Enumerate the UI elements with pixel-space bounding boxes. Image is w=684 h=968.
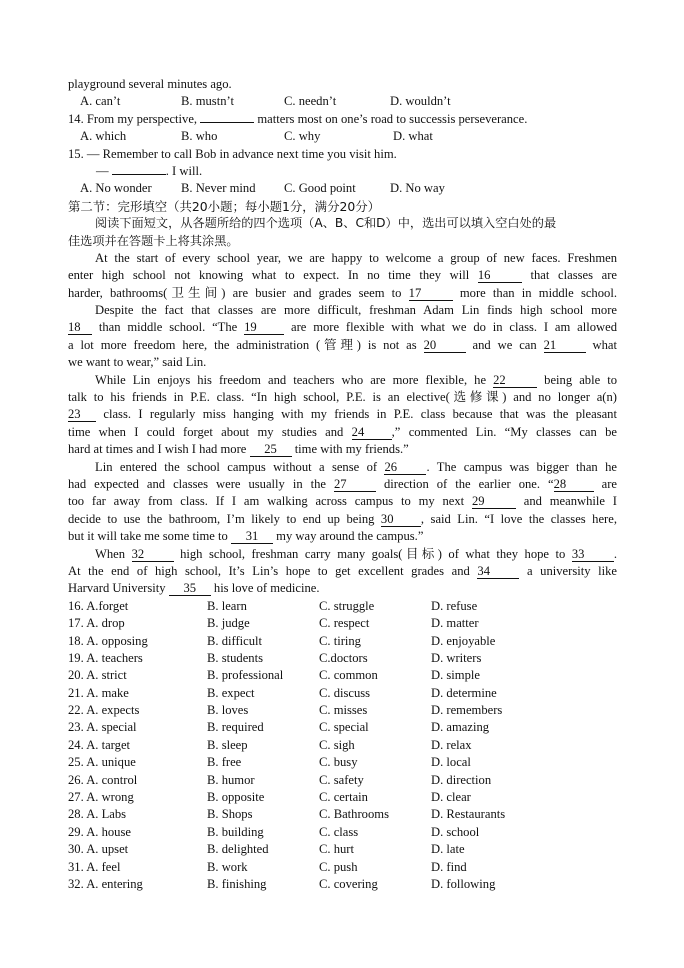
blank-29: 29 <box>472 494 516 509</box>
answer-option-a: 21. A. make <box>68 685 129 700</box>
answer-option-c: C. misses <box>319 703 368 718</box>
answer-row <box>68 633 617 650</box>
q14-option-b: B. who <box>181 129 218 144</box>
blank-33: 33 <box>572 547 614 562</box>
q14-option-d: D. what <box>393 129 433 144</box>
answer-option-a: 30. A. upset <box>68 842 129 857</box>
answer-option-a: 26. A. control <box>68 772 138 787</box>
blank-35: 35 <box>169 581 211 596</box>
blank-22: 22 <box>493 373 537 388</box>
answer-option-b: B. Shops <box>207 807 253 822</box>
answer-option-b: B. building <box>207 824 264 839</box>
blank-26: 26 <box>384 460 426 475</box>
answer-option-b: B. judge <box>207 616 250 631</box>
answer-option-d: D. relax <box>431 737 472 752</box>
answer-option-c: C. certain <box>319 790 368 805</box>
answer-row <box>68 737 617 754</box>
answer-option-b: B. delighted <box>207 842 269 857</box>
answer-row <box>68 824 617 841</box>
q15-option-a: A. No wonder <box>80 181 152 196</box>
blank-21: 21 <box>544 338 586 353</box>
answer-option-d: D. writers <box>431 650 482 665</box>
blank-24: 24 <box>352 425 392 440</box>
q14-option-c: C. why <box>284 129 321 144</box>
answer-row <box>68 598 617 615</box>
answer-option-b: B. expect <box>207 685 255 700</box>
q13-option-c: C. needn’t <box>284 94 337 109</box>
answer-option-d: D. school <box>431 824 480 839</box>
blank-25: 25 <box>250 442 292 457</box>
answer-row <box>68 876 617 893</box>
passage-paragraph-5: When 32 high school, freshman carry many goals(目标) of what they hope to 33 . At the end of high school, It’s Lin’s hope to get excellent grades and 34 a university like Harvard University 35 his love of medicine. <box>68 546 617 596</box>
answer-option-a: 17. A. drop <box>68 616 125 631</box>
answer-option-b: B. opposite <box>207 790 265 805</box>
answer-option-a: 32. A. entering <box>68 876 143 891</box>
answer-option-b: B. required <box>207 720 264 735</box>
passage-paragraph-2: Despite the fact that classes are more difficult, freshman Adam Lin finds high school more 18 than middle school. “The 19 are more flexible with what we do in class. I am allowed a lot more freedom here, the administration (管理) is not as 20 and we can 21 what we want to wear,” said Lin. <box>68 303 618 370</box>
answer-option-c: C. covering <box>319 876 378 891</box>
answer-row <box>68 650 617 667</box>
answer-option-d: D. find <box>431 859 467 874</box>
q13-stem-tail: playground several minutes ago. <box>68 77 232 91</box>
answer-row <box>68 859 617 876</box>
blank-17: 17 <box>409 286 453 301</box>
answer-option-d: D. clear <box>431 790 471 805</box>
section2-instruction-1: 阅读下面短文，从各题所给的四个选项（A、B、C和D）中，选出可以填入空白处的最 <box>95 216 557 231</box>
q15-blank <box>112 174 166 175</box>
answer-row <box>68 667 617 684</box>
answer-option-a: 18. A. opposing <box>68 633 148 648</box>
passage-paragraph-3: While Lin enjoys his freedom and teachers who are more flexible, he 22 being able to talk to his friends in P.E. class. “In high school, P.E. is an elective(选修课) and no longer a(n) 23 class. I regularly miss hanging with my friends in P.E. class because that was the pleasant time when I could forget about my studies and 24 ,” commented Lin. “My classes can be hard at times and I wish I had more 25 time with my friends.” <box>68 372 618 457</box>
blank-30: 30 <box>381 512 421 527</box>
answer-option-b: B. sleep <box>207 737 248 752</box>
blank-28: 28 <box>554 477 594 492</box>
blank-23: 23 <box>68 407 96 422</box>
blank-18: 18 <box>68 320 92 335</box>
answer-option-c: C. hurt <box>319 842 354 857</box>
answer-option-a: 24. A. target <box>68 737 131 752</box>
q15-option-b: B. Never mind <box>181 181 256 196</box>
answer-option-d: D. determine <box>431 685 497 700</box>
answer-option-a: 22. A. expects <box>68 703 140 718</box>
answer-option-c: C. discuss <box>319 685 371 700</box>
answer-option-a: 16. A.forget <box>68 598 129 613</box>
answer-option-a: 28. A. Labs <box>68 807 127 822</box>
answer-option-b: B. humor <box>207 772 255 787</box>
blank-27: 27 <box>334 477 376 492</box>
answer-option-c: C. struggle <box>319 598 375 613</box>
answer-option-d: D. enjoyable <box>431 633 496 648</box>
answer-option-b: B. students <box>207 650 263 665</box>
q15-reply: — . I will. <box>96 163 203 178</box>
q13-option-d: D. wouldn’t <box>390 94 451 109</box>
q13-option-b: B. mustn’t <box>181 94 234 109</box>
answer-option-c: C. tiring <box>319 633 361 648</box>
answer-option-c: C. class <box>319 824 359 839</box>
answer-option-c: C.doctors <box>319 650 368 665</box>
answer-row <box>68 685 617 702</box>
answer-option-a: 20. A. strict <box>68 668 127 683</box>
blank-31: 31 <box>231 529 273 544</box>
answer-option-b: B. loves <box>207 703 249 718</box>
answer-option-d: D. remembers <box>431 703 503 718</box>
answer-option-d: D. Restaurants <box>431 807 506 822</box>
answer-option-a: 25. A. unique <box>68 755 136 770</box>
blank-32: 32 <box>132 547 174 562</box>
blank-34: 34 <box>477 564 519 579</box>
answer-option-c: C. Bathrooms <box>319 807 389 822</box>
answer-option-d: D. refuse <box>431 598 478 613</box>
blank-16: 16 <box>478 268 522 283</box>
q13-options <box>68 93 617 110</box>
q15-options <box>68 180 617 197</box>
answer-row <box>68 719 617 736</box>
section2-instruction-2: 佳选项并在答题卡上将其涂黑。 <box>68 233 239 248</box>
answer-options-list <box>68 598 617 894</box>
answer-row <box>68 772 617 789</box>
q14-stem: 14. From my perspective, matters most on one’s road to successis perseverance. <box>68 111 528 126</box>
q15-stem: 15. — Remember to call Bob in advance next time you visit him. <box>68 146 397 161</box>
answer-option-b: B. difficult <box>207 633 263 648</box>
answer-option-b: B. professional <box>207 668 284 683</box>
passage-paragraph-4: Lin entered the school campus without a sense of 26 . The campus was bigger than he had expected and classes were usually in the 27 direction of the earlier one. “28 are too far away from class. If I am walking across campus to my next 29 and meanwhile I decide to use the bathroom, I’m likely to end up being 30 , said Lin. “I love the classes here, but it will take me some time to 31 my way around the campus.” <box>68 459 617 544</box>
answer-option-a: 19. A. teachers <box>68 650 143 665</box>
answer-option-c: C. common <box>319 668 378 683</box>
q14-blank <box>200 122 254 123</box>
answer-option-d: D. amazing <box>431 720 490 735</box>
answer-option-b: B. work <box>207 859 248 874</box>
answer-option-c: C. respect <box>319 616 370 631</box>
answer-option-b: B. learn <box>207 598 247 613</box>
passage-paragraph-1: At the start of every school year, we are happy to welcome a group of new faces. Freshmen enter high school not knowing what to expect. In no time they will 16 that classes are harder, bathrooms(卫生间) are busier and grades seem to 17 more than in middle school. <box>68 250 618 300</box>
answer-option-d: D. late <box>431 842 465 857</box>
q15-option-d: D. No way <box>390 181 445 196</box>
answer-option-d: D. matter <box>431 616 479 631</box>
answer-option-b: B. free <box>207 755 242 770</box>
q15-option-c: C. Good point <box>284 181 356 196</box>
blank-20: 20 <box>424 338 466 353</box>
answer-option-c: C. special <box>319 720 369 735</box>
blank-19: 19 <box>244 320 284 335</box>
answer-option-c: C. push <box>319 859 358 874</box>
answer-option-b: B. finishing <box>207 876 267 891</box>
exam-page <box>68 76 617 893</box>
answer-row <box>68 841 617 858</box>
answer-option-a: 23. A. special <box>68 720 137 735</box>
answer-row <box>68 702 617 719</box>
answer-row <box>68 615 617 632</box>
answer-option-a: 29. A. house <box>68 824 131 839</box>
answer-option-c: C. busy <box>319 755 358 770</box>
answer-option-c: C. sigh <box>319 737 355 752</box>
section2-header: 第二节：完形填空（共20小题；每小题1分，满分20分） <box>68 198 381 214</box>
answer-option-a: 31. A. feel <box>68 859 121 874</box>
answer-row <box>68 789 617 806</box>
answer-option-d: D. simple <box>431 668 480 683</box>
answer-option-a: 27. A. wrong <box>68 790 134 805</box>
q14-option-a: A. which <box>80 129 127 144</box>
answer-option-d: D. local <box>431 755 471 770</box>
answer-option-d: D. following <box>431 876 496 891</box>
answer-option-d: D. direction <box>431 772 492 787</box>
q13-option-a: A. can’t <box>80 94 121 109</box>
q14-options <box>68 128 617 145</box>
answer-option-c: C. safety <box>319 772 364 787</box>
answer-row <box>68 754 617 771</box>
answer-row <box>68 806 617 823</box>
